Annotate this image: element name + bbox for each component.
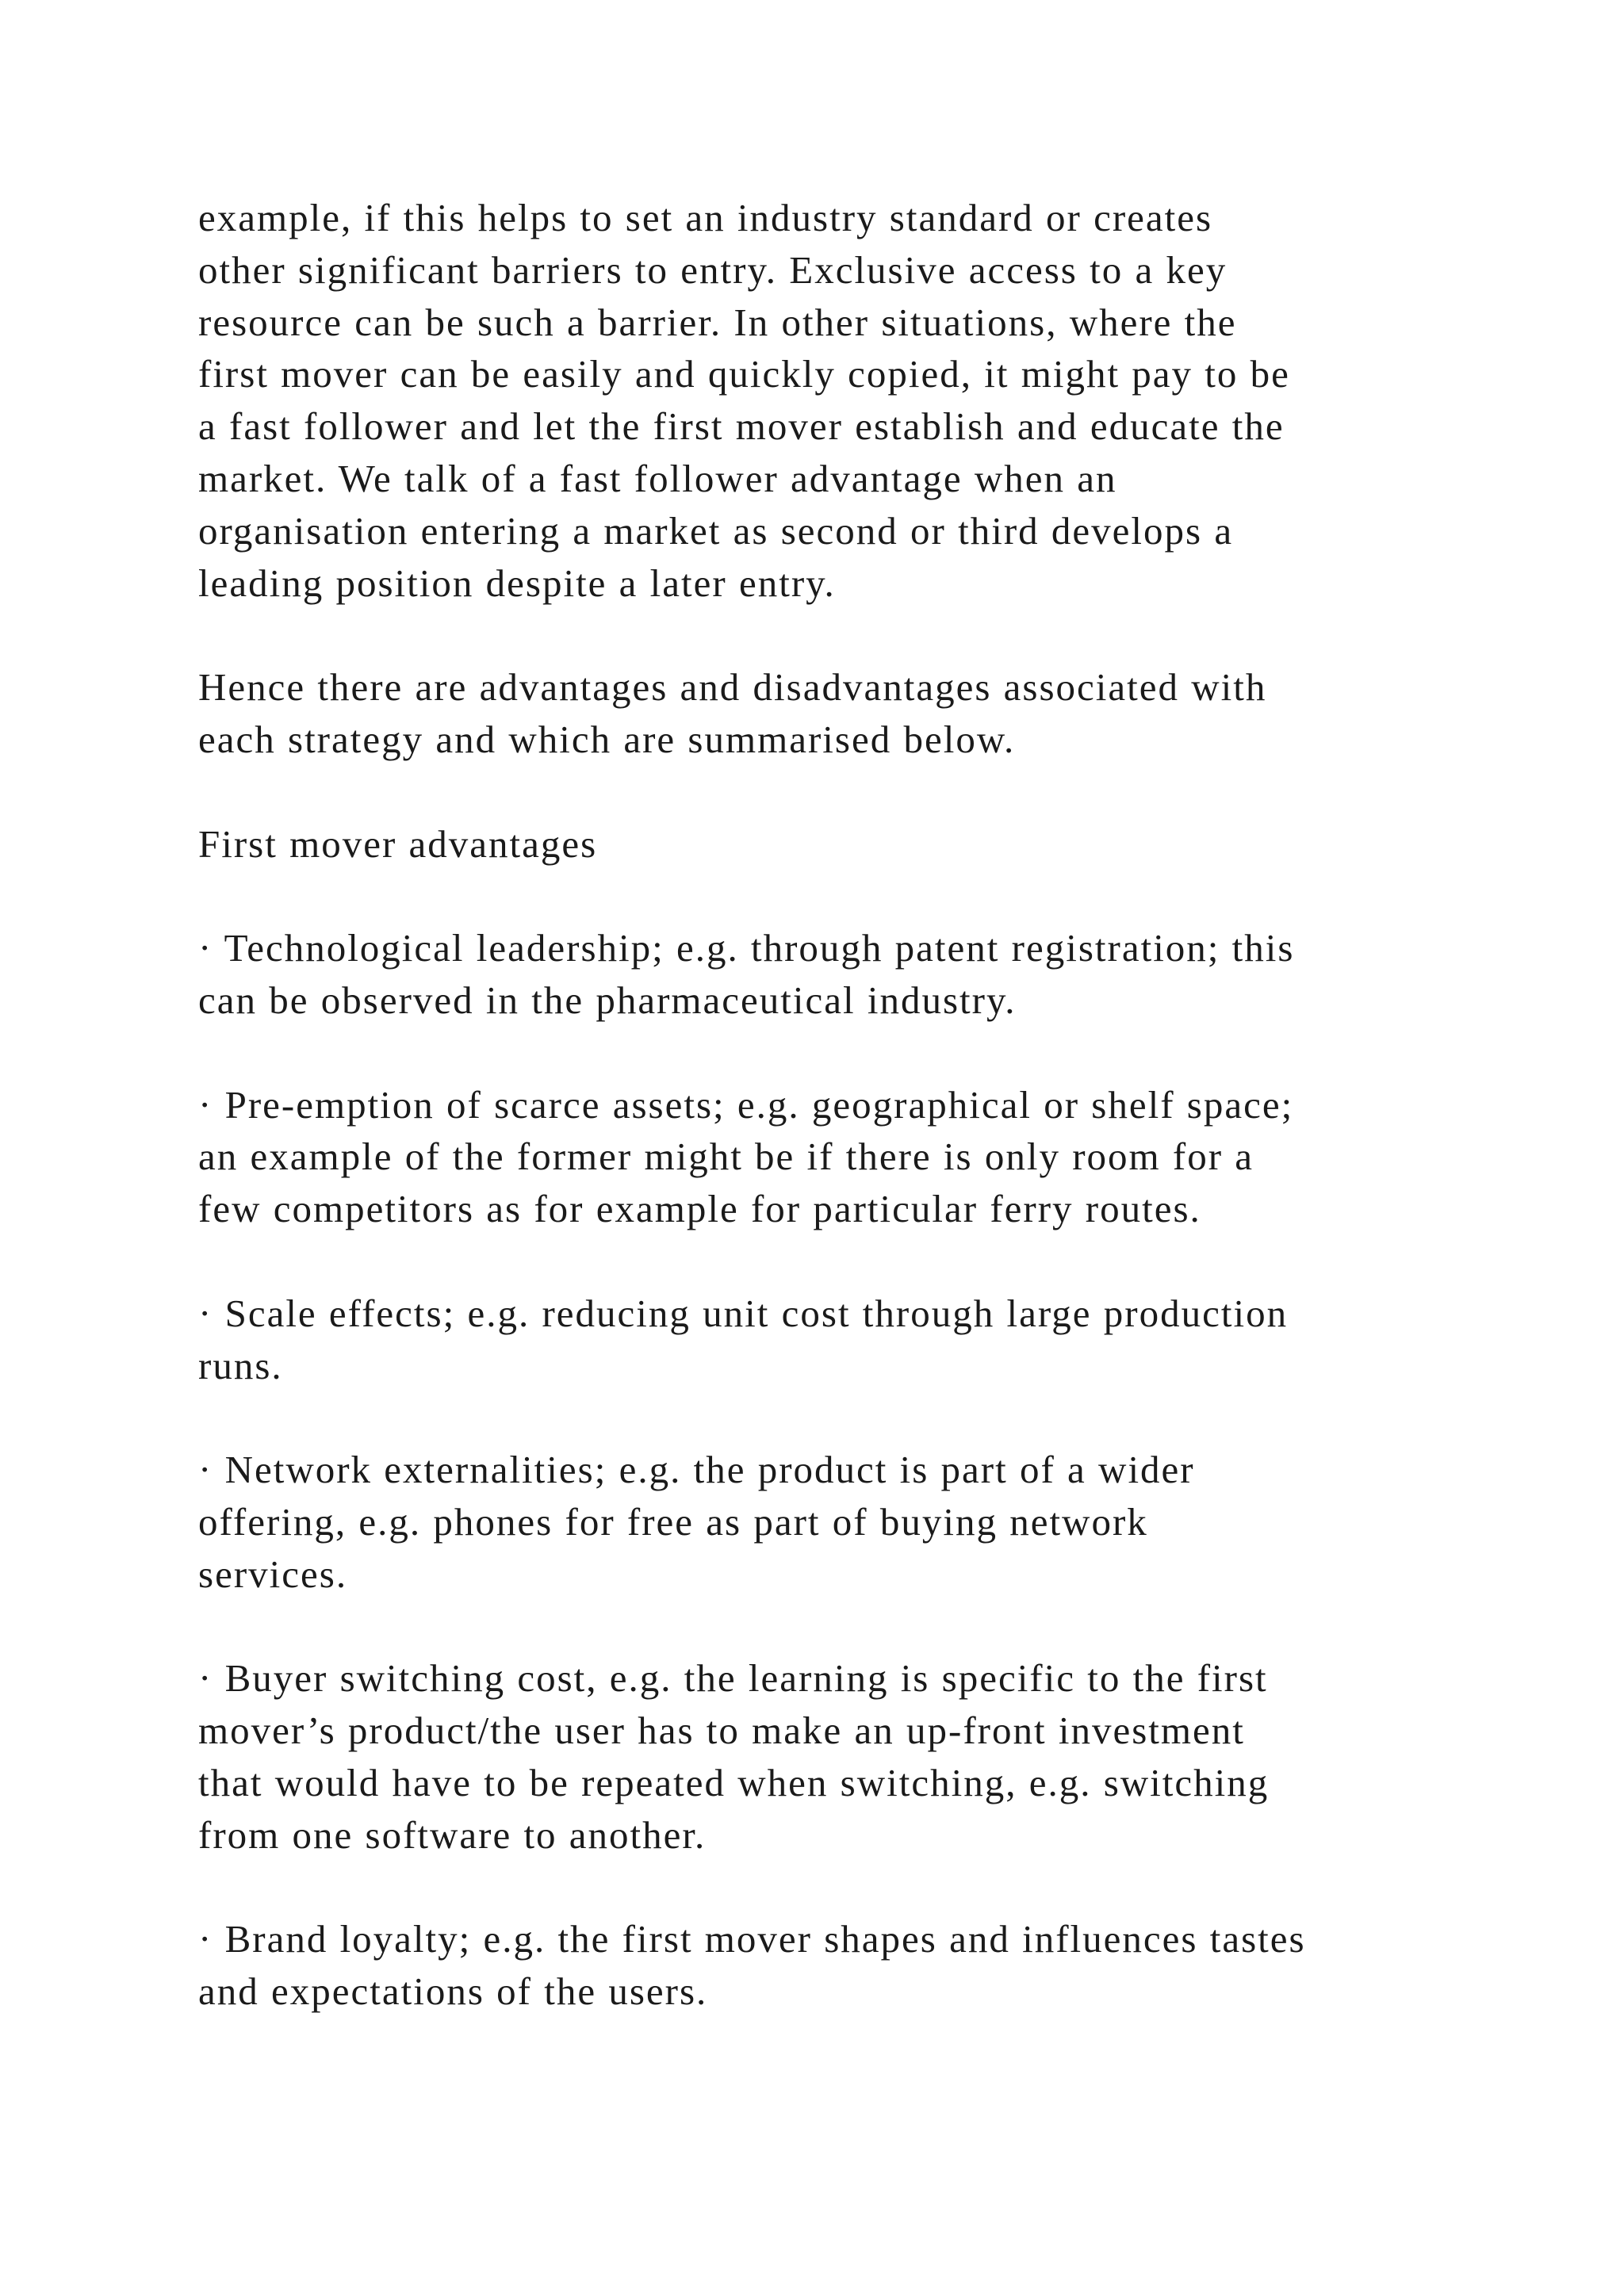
- text-line: · Network externalities; e.g. the product is part of a wider: [198, 1448, 1195, 1492]
- text-line: offering, e.g. phones for free as part of buying network: [198, 1499, 1148, 1544]
- text-line: market. We talk of a fast follower advantage when an: [198, 456, 1117, 500]
- bullet-pre-emption-scarce-assets: [198, 1079, 1483, 1235]
- text-line: other significant barriers to entry. Exclusive access to a key: [198, 247, 1228, 292]
- text-line: First mover advantages: [198, 821, 598, 866]
- text-line: · Brand loyalty; e.g. the first mover shapes and influences tastes: [198, 1917, 1306, 1961]
- text-line: mover’s product/the user has to make an up-front investment: [198, 1709, 1245, 1753]
- text-line: runs.: [198, 1343, 283, 1387]
- body-text: [198, 192, 1483, 2018]
- text-line: each strategy and which are summarised below.: [198, 717, 1016, 761]
- text-line: · Scale effects; e.g. reducing unit cost through large production: [198, 1291, 1289, 1335]
- section-heading-first-mover-advantages: [198, 818, 1483, 871]
- text-line: organisation entering a market as second or third develops a: [198, 508, 1234, 553]
- bullet-technological-leadership: [198, 922, 1483, 1027]
- paragraph-summary-lead: [198, 661, 1483, 766]
- text-line: an example of the former might be if there is only room for a: [198, 1135, 1254, 1179]
- bullet-network-externalities: [198, 1444, 1483, 1600]
- text-line: resource can be such a barrier. In other situations, where the: [198, 300, 1237, 344]
- text-line: · Technological leadership; e.g. through patent registration; this: [198, 926, 1295, 970]
- text-line: · Buyer switching cost, e.g. the learning is specific to the first: [198, 1656, 1268, 1701]
- bullet-scale-effects: [198, 1288, 1483, 1392]
- text-line: from one software to another.: [198, 1812, 707, 1857]
- text-line: · Pre-emption of scarce assets; e.g. geographical or shelf space;: [198, 1082, 1294, 1127]
- text-line: services.: [198, 1552, 348, 1596]
- text-line: that would have to be repeated when switching, e.g. switching: [198, 1760, 1270, 1804]
- bullet-buyer-switching-cost: [198, 1652, 1483, 1861]
- text-line: Hence there are advantages and disadvantages associated with: [198, 665, 1267, 710]
- bullet-brand-loyalty: [198, 1913, 1483, 2018]
- text-line: a fast follower and let the first mover establish and educate the: [198, 404, 1285, 449]
- text-line: first mover can be easily and quickly copied, it might pay to be: [198, 352, 1290, 396]
- paragraph-first-mover-intro: [198, 192, 1483, 609]
- text-line: leading position despite a later entry.: [198, 561, 836, 605]
- text-line: example, if this helps to set an industry standard or creates: [198, 196, 1213, 239]
- text-line: can be observed in the pharmaceutical industry.: [198, 978, 1017, 1022]
- text-line: and expectations of the users.: [198, 1969, 708, 2014]
- text-line: few competitors as for example for particular ferry routes.: [198, 1187, 1201, 1231]
